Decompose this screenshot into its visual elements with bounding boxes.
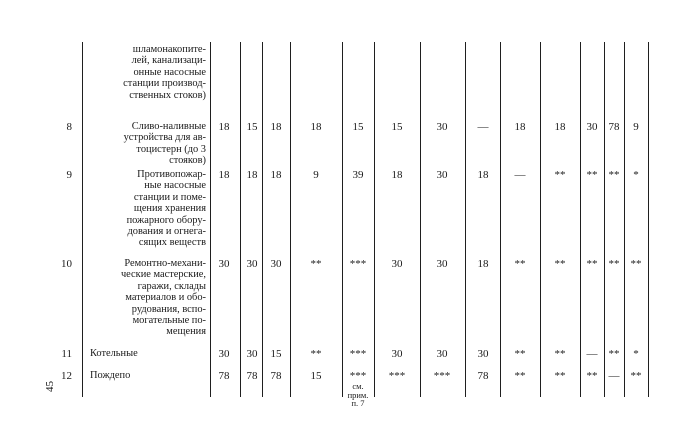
object-name <box>90 169 206 249</box>
object-name-line: могательные по- <box>132 315 206 327</box>
footnote-note: п. 7 <box>351 398 365 408</box>
distance-cell: 15 <box>352 121 364 133</box>
row-number: 10 <box>61 258 72 270</box>
footnote-note: прим. <box>347 389 369 400</box>
distance-cell: 18 <box>477 258 489 270</box>
distance-cell: 39 <box>352 169 364 181</box>
distance-cell: — <box>608 370 620 382</box>
object-name-line: станции производ- <box>123 78 206 90</box>
distance-cell: *** <box>349 348 367 360</box>
distance-cell: ** <box>554 348 566 360</box>
distance-cell: 18 <box>270 121 282 133</box>
object-name-line: Противопожар- <box>137 169 206 180</box>
object-name-line: устройства для ав- <box>123 132 206 144</box>
distance-cell: ** <box>554 258 566 270</box>
object-name-line: Сливо-наливные <box>131 121 206 132</box>
distance-cell: 18 <box>246 169 258 181</box>
column-rule <box>465 42 466 397</box>
distance-cell: ** <box>608 169 620 181</box>
distance-cell: 30 <box>246 348 258 360</box>
object-name <box>90 258 206 338</box>
object-name-line: ческие мастерские, <box>120 269 206 281</box>
column-rule <box>580 42 581 397</box>
distance-cell: 30 <box>436 169 448 181</box>
object-name <box>90 121 206 167</box>
distance-cell: ** <box>310 348 322 360</box>
distance-cell: 15 <box>270 348 282 360</box>
page-number: 45 <box>44 381 56 392</box>
object-name-line: онные насосные <box>133 66 206 78</box>
distance-cell: * <box>633 348 639 360</box>
distance-cell: 15 <box>246 121 258 133</box>
distance-cell: ** <box>608 258 620 270</box>
distance-cell: 18 <box>218 121 230 133</box>
distance-cell: — <box>477 121 489 133</box>
object-name-line: ственных стоков) <box>129 89 206 101</box>
distance-cell: 18 <box>391 169 403 181</box>
distance-cell: 78 <box>246 370 258 382</box>
distance-cell: 30 <box>391 348 403 360</box>
distance-cell: ** <box>514 258 526 270</box>
distance-cell: 30 <box>246 258 258 270</box>
column-rule <box>420 42 421 397</box>
column-rule <box>210 42 211 397</box>
object-name-line: Пождепо <box>90 370 131 381</box>
object-name-line: лей, канализаци- <box>131 55 206 67</box>
column-rule <box>82 42 83 397</box>
distance-cell: 18 <box>310 121 322 133</box>
distance-cell: 18 <box>270 169 282 181</box>
column-rule <box>290 42 291 397</box>
distance-cell: 30 <box>586 121 598 133</box>
row-number: 8 <box>66 121 72 133</box>
object-name-line: материалов и обо- <box>125 292 206 304</box>
object-name <box>90 44 206 101</box>
column-rule <box>540 42 541 397</box>
distance-cell: 78 <box>608 121 620 133</box>
distance-cell: ** <box>310 258 322 270</box>
distance-cell: *** <box>388 370 406 382</box>
distance-cell: *** <box>349 370 367 382</box>
distance-cell: ** <box>586 258 598 270</box>
object-name-line: дования и огнега- <box>127 226 206 238</box>
distance-cell: ** <box>586 169 598 181</box>
object-name-line: Котельные <box>90 348 138 359</box>
distance-cell: ** <box>630 370 642 382</box>
distance-cell: 30 <box>477 348 489 360</box>
object-name-line: мещения <box>166 326 206 338</box>
column-rule <box>374 42 375 397</box>
object-name-line: стояков) <box>169 155 206 167</box>
distance-cell: 30 <box>391 258 403 270</box>
distance-cell: 18 <box>477 169 489 181</box>
distance-cell: — <box>514 169 526 181</box>
object-name-line: пожарного обору- <box>126 214 206 226</box>
distance-cell: ** <box>554 169 566 181</box>
column-rule <box>648 42 649 397</box>
distance-cell: 78 <box>477 370 489 382</box>
distance-cell: *** <box>433 370 451 382</box>
column-rule <box>262 42 263 397</box>
object-name-line: сящих веществ <box>138 237 206 249</box>
column-rule <box>500 42 501 397</box>
object-name-line: шламонакопите- <box>132 44 206 55</box>
distance-cell: 30 <box>436 121 448 133</box>
distance-cell: 15 <box>391 121 403 133</box>
distance-cell: 30 <box>270 258 282 270</box>
distance-cell: ** <box>514 348 526 360</box>
distance-cell: ** <box>608 348 620 360</box>
distance-cell: 78 <box>218 370 230 382</box>
distance-cell: 15 <box>310 370 322 382</box>
distance-cell: ** <box>586 370 598 382</box>
distance-cell: 18 <box>554 121 566 133</box>
object-name <box>90 370 206 381</box>
column-rule <box>342 42 343 397</box>
object-name-line: рудования, вспо- <box>131 303 206 315</box>
distance-cell: 9 <box>633 121 639 133</box>
column-rule <box>240 42 241 397</box>
row-number: 11 <box>61 348 72 360</box>
distance-cell: ** <box>514 370 526 382</box>
object-name-line: гаражи, склады <box>137 280 206 292</box>
distance-cell: 30 <box>218 348 230 360</box>
distance-cell: * <box>633 169 639 181</box>
distance-cell: 78 <box>270 370 282 382</box>
distance-cell: 30 <box>436 258 448 270</box>
distance-cell: ** <box>554 370 566 382</box>
object-name-line: Ремонтно-механи- <box>124 258 206 269</box>
footnote-note: см. <box>352 381 364 391</box>
column-rule <box>604 42 605 397</box>
distance-cell: 30 <box>218 258 230 270</box>
object-name-line: станции и поме- <box>133 191 206 203</box>
column-rule <box>624 42 625 397</box>
object-name-line: щения хранения <box>133 203 206 215</box>
object-name-line: ные насосные <box>144 180 206 192</box>
distance-cell: 9 <box>313 169 319 181</box>
row-number: 9 <box>66 169 72 181</box>
distance-cell: 18 <box>218 169 230 181</box>
row-number: 12 <box>61 370 72 382</box>
distance-cell: 18 <box>514 121 526 133</box>
object-name-line: тоцистерн (до 3 <box>136 143 206 155</box>
distance-cell: 30 <box>436 348 448 360</box>
object-name <box>90 348 206 359</box>
distance-cell: — <box>586 348 598 360</box>
distance-cell: *** <box>349 258 367 270</box>
distance-cell: ** <box>630 258 642 270</box>
